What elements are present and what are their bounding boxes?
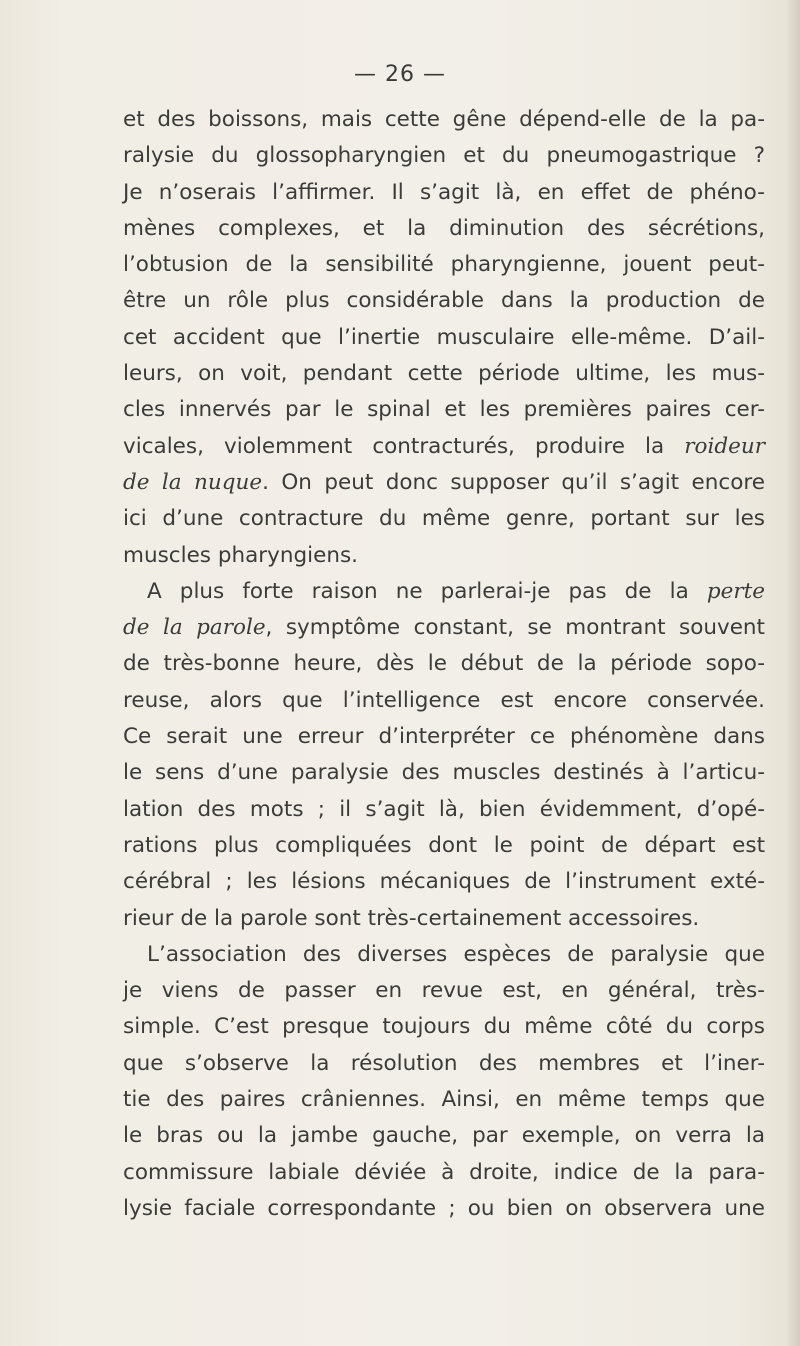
text-line: Je n’oserais l’affirmer. Il s’agit là, en effet de phéno- — [123, 179, 765, 205]
italic-term: de la parole — [123, 615, 266, 641]
text-line: de la parole, symptôme constant, se montrant souvent — [123, 615, 765, 641]
text-line: être un rôle plus considérable dans la production de — [123, 288, 765, 314]
text-line: leurs, on voit, pendant cette période ultime, les mus- — [123, 361, 765, 387]
page-number: — 26 — — [354, 62, 446, 87]
text-line: cérébral ; les lésions mécaniques de l’instrument exté- — [123, 869, 765, 895]
text-line: lysie faciale correspondante ; ou bien on observera une — [123, 1195, 765, 1221]
italic-term: perte — [706, 578, 765, 604]
text-line: le sens d’une paralysie des muscles destinés à l’articu- — [123, 760, 765, 786]
text-line: ici d’une contracture du même genre, portant sur les — [123, 506, 765, 532]
text-line: que s’observe la résolution des membres et l’iner- — [123, 1050, 765, 1076]
text-line: l’obtusion de la sensibilité pharyngienne, jouent peut- — [123, 252, 765, 278]
paragraph-end-line: rieur de la parole sont très-certainement accessoires. — [123, 905, 700, 931]
text-line: de la nuque. On peut donc supposer qu’il s’agit encore — [123, 469, 765, 495]
text-line: vicales, violemment contracturés, produire la roideur — [123, 433, 765, 459]
text-line: de très-bonne heure, dès le début de la période sopo- — [123, 651, 765, 677]
paragraph-start-line: A plus forte raison ne parlerai-je pas de la perte — [147, 578, 765, 604]
text-line: Ce serait une erreur d’interpréter ce phénomène dans — [123, 724, 765, 750]
text-line: tie des paires crâniennes. Ainsi, en même temps que — [123, 1087, 765, 1113]
italic-term: roideur — [684, 433, 765, 459]
text-line: commissure labiale déviée à droite, indice de la para- — [123, 1159, 765, 1185]
text-line: lation des mots ; il s’agit là, bien évidemment, d’opé- — [123, 796, 765, 822]
page-edge-shadow — [786, 0, 800, 1346]
italic-term: de la nuque — [123, 469, 263, 495]
text-line: simple. C’est presque toujours du même côté du corps — [123, 1014, 765, 1040]
text-line: rations plus compliquées dont le point de départ est — [123, 832, 765, 858]
text-line: reuse, alors que l’intelligence est encore conservée. — [123, 687, 765, 713]
text-line: et des boissons, mais cette gêne dépend-elle de la pa- — [123, 107, 765, 132]
text-line: mènes complexes, et la diminution des sécrétions, — [123, 215, 765, 241]
body-text — [123, 102, 765, 1227]
text-line: cet accident que l’inertie musculaire elle-même. D’ail- — [123, 324, 765, 350]
text-line: je viens de passer en revue est, en général, très- — [123, 978, 765, 1004]
paragraph-start-line: L’association des diverses espèces de paralysie que — [147, 941, 765, 967]
text-line: le bras ou la jambe gauche, par exemple, on verra la — [123, 1123, 765, 1149]
text-line: cles innervés par le spinal et les premières paires cer- — [123, 397, 765, 423]
paragraph-end-line: muscles pharyngiens. — [123, 542, 358, 568]
text-line: ralysie du glossopharyngien et du pneumogastrique ? — [123, 143, 765, 169]
